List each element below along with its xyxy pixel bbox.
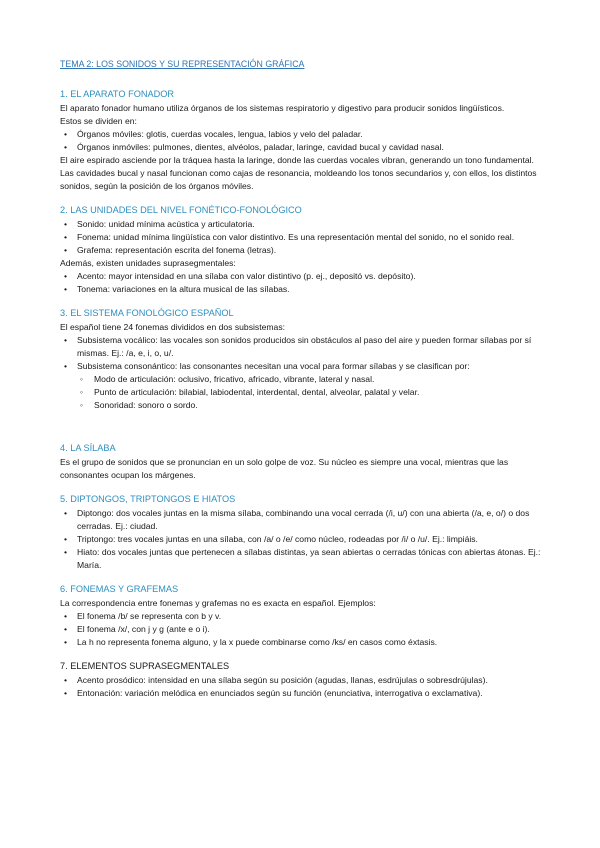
bullet-list	[60, 270, 550, 296]
section-heading: 4. LA SÍLABA	[60, 443, 116, 453]
section-unidades	[60, 204, 550, 296]
sub-list-item: ◦ Sonoridad: sonoro o sordo.	[60, 399, 550, 412]
section-heading: 2. LAS UNIDADES DEL NIVEL FONÉTICO-FONOLÓGICO	[60, 205, 302, 215]
section-heading: 7. ELEMENTOS SUPRASEGMENTALES	[60, 661, 230, 671]
bullet-list	[60, 507, 550, 572]
sub-list-item: ◦ Modo de articulación: oclusivo, fricativo, africado, vibrante, lateral y nasal.	[60, 373, 550, 386]
bullet-list	[60, 128, 550, 154]
list-item: • Diptongo: dos vocales juntas en la misma sílaba, combinando una vocal cerrada (/i, u/) con una abierta (/a, e, o/) o dos cerradas. Ej.: ciudad.	[60, 507, 550, 533]
section-silaba	[60, 442, 550, 482]
section-suprasegmentales	[60, 660, 550, 700]
section-sistema-fonologico	[60, 307, 550, 412]
list-item: • Acento: mayor intensidad en una sílaba con valor distintivo (p. ej., depositó vs. depósito).	[60, 270, 550, 283]
document-title: TEMA 2: LOS SONIDOS Y SU REPRESENTACIÓN GRÁFICA	[60, 59, 305, 69]
list-item: • Sonido: unidad mínima acústica y articulatoria.	[60, 218, 550, 231]
paragraph: El aire espirado asciende por la tráquea hasta la laringe, donde las cuerdas vocales vibran, generando un tono fundamental. Las cavidades bucal y nasal funcionan como cajas de resonancia, moldeando los tonos secundarios y, con ellos, los distintos sonidos, según la posición de los órganos móviles.	[60, 155, 537, 191]
section-heading: 3. EL SISTEMA FONOLÓGICO ESPAÑOL	[60, 308, 234, 318]
paragraph: Es el grupo de sonidos que se pronuncian en un solo golpe de voz. Su núcleo es siempre una vocal, mientras que las consonantes ocupan los márgenes.	[60, 457, 509, 480]
sub-bullet-list	[60, 373, 550, 412]
list-item: • Órganos inmóviles: pulmones, dientes, alvéolos, paladar, laringe, cavidad bucal y cavidad nasal.	[60, 141, 550, 154]
list-item: • El fonema /x/, con j y g (ante e o i).	[60, 623, 550, 636]
list-item: • Grafema: representación escrita del fonema (letras).	[60, 244, 550, 257]
section-heading: 5. DIPTONGOS, TRIPTONGOS E HIATOS	[60, 494, 236, 504]
list-item: • Tonema: variaciones en la altura musical de las sílabas.	[60, 283, 550, 296]
list-item: • Acento prosódico: intensidad en una sílaba según su posición (agudas, llanas, esdrújulas o sobresdrújulas).	[60, 674, 550, 687]
paragraph: La correspondencia entre fonemas y grafemas no es exacta en español. Ejemplos:	[60, 598, 376, 608]
section-fonemas-grafemas	[60, 583, 550, 649]
section-diptongos	[60, 493, 550, 572]
list-item: • Subsistema vocálico: las vocales son sonidos producidos sin obstáculos al paso del aire y pueden formar sílabas por sí mismas. Ej.: /a, e, i, o, u/.	[60, 334, 550, 360]
section-aparato-fonador	[60, 88, 550, 193]
sub-list-item: ◦ Punto de articulación: bilabial, labiodental, interdental, dental, alveolar, palatal y velar.	[60, 386, 550, 399]
list-item: • Entonación: variación melódica en enunciados según su función (enunciativa, interrogativa o exclamativa).	[60, 687, 550, 700]
list-item: • Subsistema consonántico: las consonantes necesitan una vocal para formar sílabas y se clasifican por:	[60, 360, 550, 373]
list-item: • El fonema /b/ se representa con b y v.	[60, 610, 550, 623]
bullet-list	[60, 334, 550, 373]
paragraph: Además, existen unidades suprasegmentales:	[60, 258, 236, 268]
bullet-list	[60, 674, 550, 700]
bullet-list	[60, 218, 550, 257]
list-item: • Órganos móviles: glotis, cuerdas vocales, lengua, labios y velo del paladar.	[60, 128, 550, 141]
section-heading: 6. FONEMAS Y GRAFEMAS	[60, 584, 179, 594]
bullet-list	[60, 610, 550, 649]
paragraph: Estos se dividen en:	[60, 116, 137, 126]
list-item: • Triptongo: tres vocales juntas en una sílaba, con /a/ o /e/ como núcleo, rodeadas por /i/ o /u/. Ej.: limpiáis.	[60, 533, 550, 546]
list-item: • La h no representa fonema alguno, y la x puede combinarse como /ks/ en casos como éxtasis.	[60, 636, 550, 649]
paragraph: El español tiene 24 fonemas divididos en dos subsistemas:	[60, 322, 286, 332]
list-item: • Hiato: dos vocales juntas que pertenecen a sílabas distintas, ya sean abiertas o cerradas tónicas con abiertas átonas. Ej.: María.	[60, 546, 550, 572]
paragraph: El aparato fonador humano utiliza órganos de los sistemas respiratorio y digestivo para producir sonidos lingüísticos.	[60, 103, 505, 113]
list-item: • Fonema: unidad mínima lingüística con valor distintivo. Es una representación mental del sonido, no el sonido real.	[60, 231, 550, 244]
section-heading: 1. EL APARATO FONADOR	[60, 89, 175, 99]
